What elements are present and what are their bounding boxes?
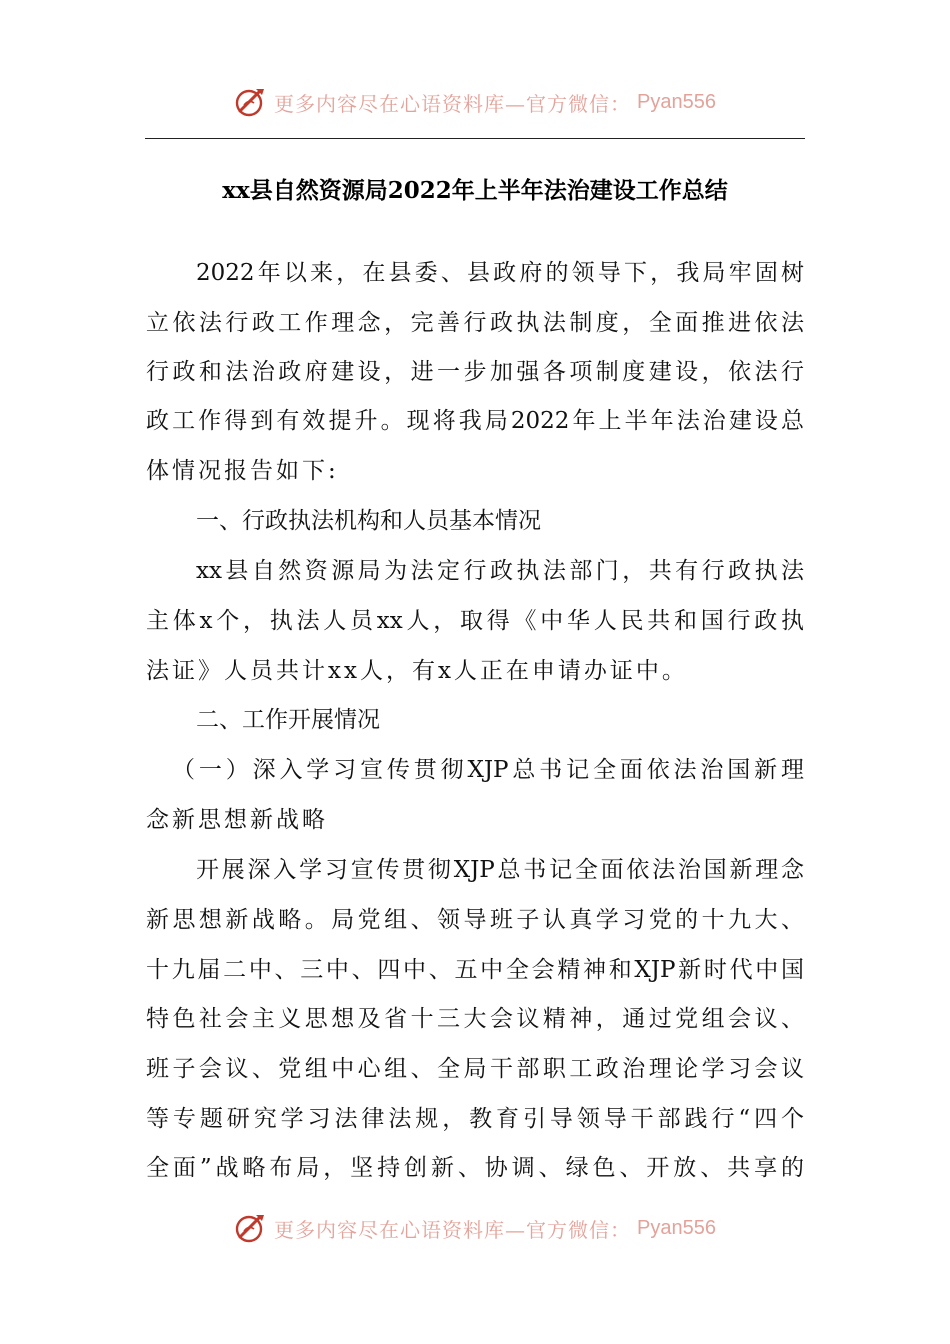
paragraph-line: xx县自然资源局为法定行政执法部门，共有行政执法 <box>196 558 804 584</box>
paragraph-line: 政工作得到有效提升。现将我局2022年上半年法治建设总 <box>146 408 804 434</box>
paragraph-line: 等专题研究学习法律法规，教育引导领导干部践行“四个 <box>146 1106 804 1132</box>
paragraph-line: 班子会议、党组中心组、全局干部职工政治理论学习会议 <box>146 1056 804 1082</box>
paragraph-line: 开展深入学习宣传贯彻XJP总书记全面依法治国新理念 <box>196 857 804 883</box>
paragraph-line: 法证》人员共计xx人，有x人正在申请办证中。 <box>146 658 688 684</box>
banner-wechat-id: Pyan556 <box>637 1216 716 1239</box>
banner-text: 更多内容尽在心语资料库—官方微信： <box>274 91 632 116</box>
subsection-heading: 念新思想新战略 <box>146 807 328 833</box>
paragraph-line: 新思想新战略。局党组、领导班子认真学习党的十九大、 <box>146 907 804 933</box>
paragraph-line: 主体x个，执法人员xx人，取得《中华人民共和国行政执 <box>146 608 804 634</box>
paragraph-line: 立依法行政工作理念，完善行政执法制度，全面推进依法 <box>146 310 804 336</box>
header-rule <box>145 138 805 139</box>
paragraph-line: 2022年以来，在县委、县政府的领导下，我局牢固树 <box>196 260 804 286</box>
pen-logo-icon <box>234 85 268 119</box>
header-banner <box>0 82 950 122</box>
banner-wechat-id: Pyan556 <box>637 90 716 113</box>
paragraph-line: 十九届二中、三中、四中、五中全会精神和XJP新时代中国 <box>146 957 804 983</box>
paragraph-line: 全面”战略布局，坚持创新、协调、绿色、开放、共享的 <box>146 1155 804 1181</box>
section-heading-1: 一、行政执法机构和人员基本情况 <box>196 508 541 534</box>
section-heading-2: 二、工作开展情况 <box>196 707 380 733</box>
pen-logo-icon <box>234 1211 268 1245</box>
paragraph-line: 行政和法治政府建设，进一步加强各项制度建设，依法行 <box>146 359 804 385</box>
paragraph-line: 特色社会主义思想及省十三大会议精神，通过党组会议、 <box>146 1006 804 1032</box>
banner-text: 更多内容尽在心语资料库—官方微信： <box>274 1217 632 1242</box>
document-title: xx县自然资源局2022年上半年法治建设工作总结 <box>222 177 728 204</box>
footer-banner <box>0 1208 950 1248</box>
subsection-heading: （一）深入学习宣传贯彻XJP总书记全面依法治国新理 <box>172 757 804 783</box>
paragraph-line: 体情况报告如下: <box>146 458 339 484</box>
